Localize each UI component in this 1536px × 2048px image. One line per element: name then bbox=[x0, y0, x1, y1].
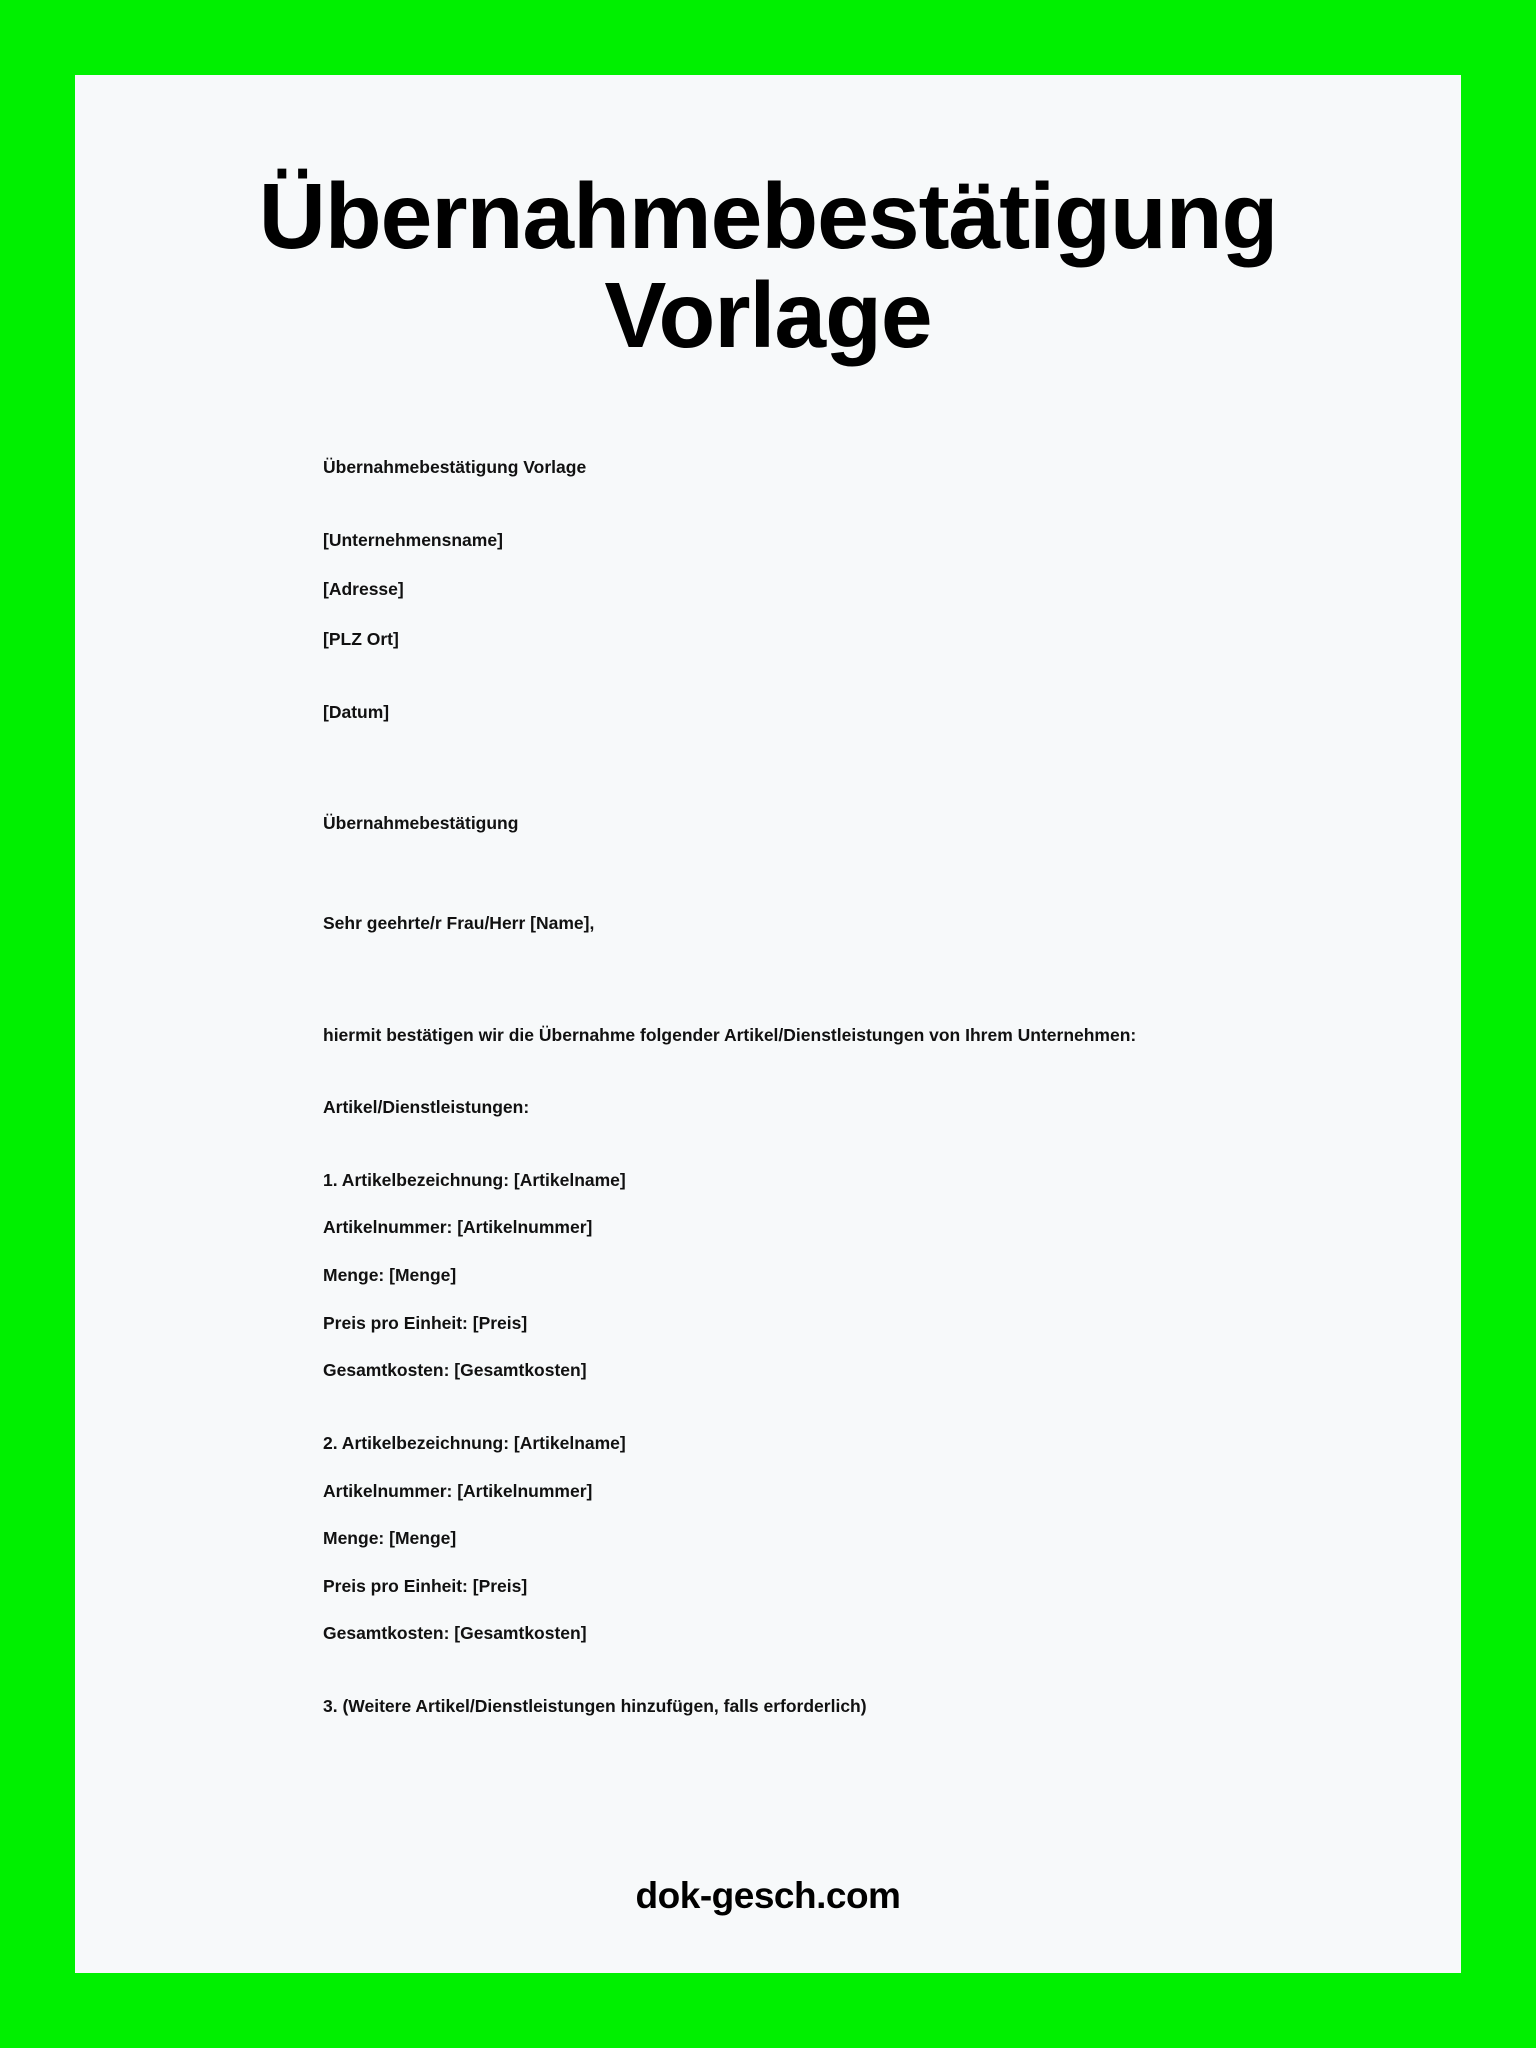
items-label: Artikel/Dienstleistungen: bbox=[323, 1097, 530, 1118]
spacer bbox=[323, 1335, 1261, 1359]
item-1-name: 1. Artikelbezeichnung: [Artikelname] bbox=[323, 1169, 626, 1190]
spacer bbox=[323, 1456, 1261, 1480]
spacer bbox=[323, 480, 1261, 529]
item-1-number: Artikelnummer: [Artikelnummer] bbox=[323, 1217, 593, 1238]
spacer bbox=[323, 1551, 1261, 1575]
spacer bbox=[323, 1503, 1261, 1527]
document-page bbox=[75, 75, 1461, 1973]
spacer bbox=[323, 602, 1261, 628]
body-heading: Übernahmebestätigung Vorlage bbox=[323, 457, 587, 478]
spacer bbox=[323, 1598, 1261, 1622]
document-date: [Datum] bbox=[323, 701, 390, 722]
spacer bbox=[323, 1120, 1261, 1169]
document-subject: Übernahmebestätigung bbox=[323, 813, 519, 834]
salutation: Sehr geehrte/r Frau/Herr [Name], bbox=[323, 912, 595, 933]
item-2-number: Artikelnummer: [Artikelnummer] bbox=[323, 1480, 593, 1501]
item-2-unit-price: Preis pro Einheit: [Preis] bbox=[323, 1575, 528, 1596]
spacer bbox=[323, 1192, 1261, 1216]
item-1-quantity: Menge: [Menge] bbox=[323, 1265, 457, 1286]
page-title: Übernahmebestätigung Vorlage bbox=[258, 164, 1278, 367]
intro-paragraph: hiermit bestätigen wir die Übernahme folgender Artikel/Dienstleistungen von Ihrem Unternehmen: bbox=[323, 1024, 1137, 1045]
document-body bbox=[75, 456, 1461, 1719]
spacer bbox=[323, 836, 1261, 912]
item-3-note: 3. (Weitere Artikel/Dienstleistungen hinzufügen, falls erforderlich) bbox=[323, 1696, 867, 1717]
item-2-name: 2. Artikelbezeichnung: [Artikelname] bbox=[323, 1432, 626, 1453]
spacer bbox=[323, 936, 1261, 1024]
item-2-total: Gesamtkosten: [Gesamtkosten] bbox=[323, 1623, 587, 1644]
spacer bbox=[323, 1383, 1261, 1432]
spacer bbox=[323, 1047, 1261, 1096]
spacer bbox=[323, 1646, 1261, 1695]
sender-company: [Unternehmensname] bbox=[323, 529, 503, 550]
item-2-quantity: Menge: [Menge] bbox=[323, 1528, 457, 1549]
watermark: dok-gesch.com bbox=[635, 1875, 901, 1916]
sender-address: [Adresse] bbox=[323, 579, 404, 600]
item-1-total: Gesamtkosten: [Gesamtkosten] bbox=[323, 1360, 587, 1381]
spacer bbox=[323, 652, 1261, 701]
spacer bbox=[323, 552, 1261, 578]
sender-city: [PLZ Ort] bbox=[323, 629, 399, 650]
spacer bbox=[323, 724, 1261, 812]
spacer bbox=[323, 1288, 1261, 1312]
item-1-unit-price: Preis pro Einheit: [Preis] bbox=[323, 1312, 528, 1333]
spacer bbox=[323, 1240, 1261, 1264]
